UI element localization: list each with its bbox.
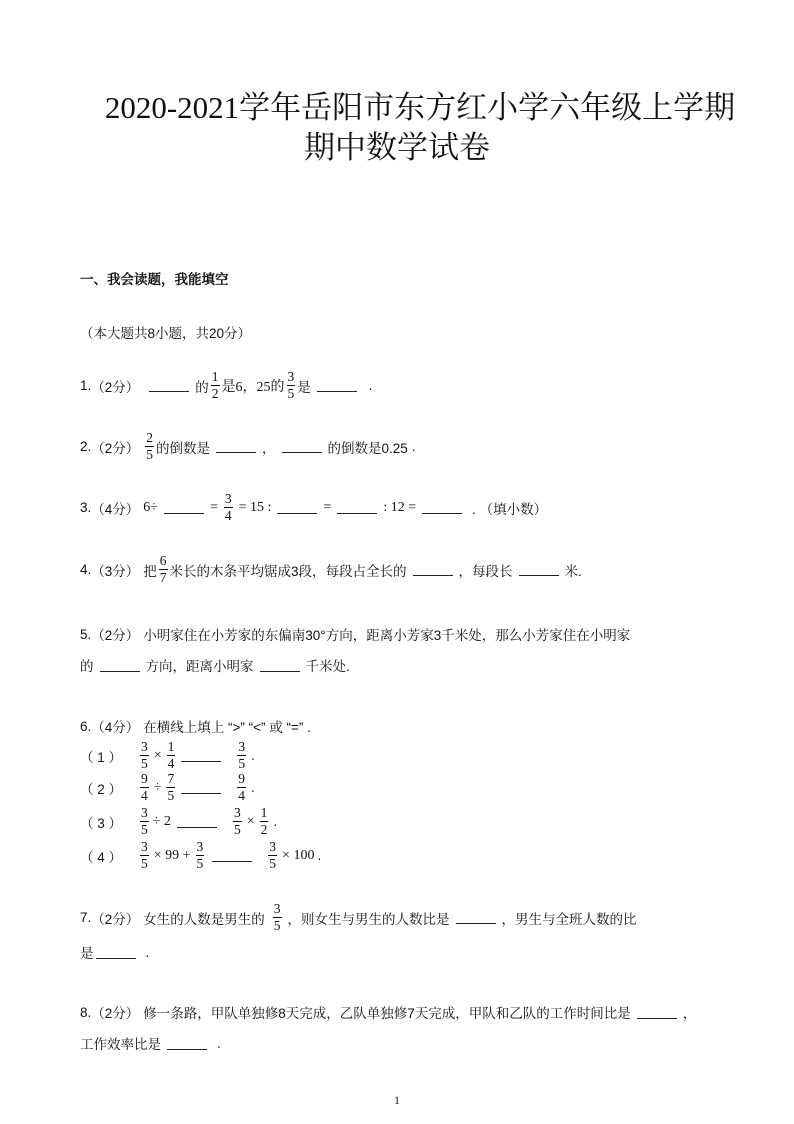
q1-f2-denominator: 5 (287, 386, 295, 401)
q6-item-2-fraction-a (140, 772, 149, 803)
page-number: 1 (394, 1093, 400, 1107)
q1-blank-2[interactable] (317, 379, 357, 392)
question-8 (80, 1002, 696, 1022)
q3-score: （4分） (91, 501, 140, 517)
q6-item-3-label: （ 3 ） (80, 815, 123, 831)
q6-item-1-fraction-c (237, 740, 246, 771)
q6-item-1 (80, 740, 255, 771)
q1-text-2: 是6，25的 (221, 379, 285, 395)
q7-text-4: 是 (80, 946, 94, 961)
q6-item-4-fraction-b (196, 840, 205, 871)
q6-stem: 在横线上填上 “>” “<” 或 “=” . (143, 720, 311, 735)
q4-fraction-1 (159, 554, 168, 585)
q4-text-3: ，每段长 (458, 563, 513, 579)
q6-item-4-fraction-c (268, 840, 277, 871)
q4-f1-denominator: 7 (159, 570, 167, 585)
q6-item-3-fraction-c (233, 806, 242, 837)
q5-end: 千米处. (305, 659, 350, 674)
numerator: 9 (238, 771, 245, 786)
denominator: 4 (141, 788, 148, 803)
q5-text-2: 方向，距离小明家 (145, 659, 254, 674)
q6-item-3 (80, 806, 277, 837)
q1-blank-1[interactable] (149, 379, 189, 392)
q3-text-3: : 12 = (383, 499, 417, 515)
section-heading: 一、我会读题，我能填空 (80, 272, 229, 287)
q6-item-4-label: （ 4 ） (80, 849, 123, 865)
q3-blank-1[interactable] (164, 501, 204, 514)
q7-f1-denominator: 5 (273, 918, 281, 933)
q3-fraction-1 (224, 492, 233, 523)
q6-item-2-fraction-c (237, 772, 246, 803)
q1-score: （2分） (91, 379, 140, 395)
denominator: 2 (260, 822, 268, 837)
numerator: 1 (260, 805, 268, 820)
q6-item-4-fraction-a (140, 840, 149, 871)
q3-end: . （填小数） (472, 501, 548, 517)
q3-text-1: 6÷ (143, 499, 158, 515)
q1-f1-denominator: 2 (211, 386, 219, 401)
q7-number: 7. (80, 910, 92, 925)
q4-end: 米. (564, 563, 582, 579)
q6-item-1-operator: × (153, 747, 162, 763)
q7-blank-2[interactable] (96, 946, 136, 959)
question-5-continued (80, 655, 350, 675)
numerator: 3 (141, 739, 148, 754)
section-note: （本大题共8小题，共20分） (80, 326, 252, 341)
q6-item-4-middle: × 99 + (153, 847, 191, 863)
question-7-continued (80, 942, 149, 962)
q2-score: （2分） (91, 440, 140, 456)
q6-item-1-fraction-a (140, 740, 149, 771)
q8-text-3: 工作效率比是 (80, 1037, 161, 1052)
numerator: 3 (141, 805, 148, 820)
q7-text-2: ，则女生与男生的人数比是 (287, 911, 450, 927)
q6-item-1-label: （ 1 ） (80, 749, 123, 765)
q3-blank-3[interactable] (337, 501, 377, 514)
q5-line-1: 小明家住在小芳家的东偏南30°方向，距离小芳家3千米处，那么小芳家住在小明家 (143, 628, 631, 643)
q7-fraction-1 (273, 902, 282, 933)
q6-item-2-blank[interactable] (181, 781, 221, 794)
q3-number: 3. (80, 500, 92, 515)
q4-text-1: 把 (143, 563, 157, 579)
q2-end: . (411, 439, 416, 454)
q8-number: 8. (80, 1004, 92, 1020)
q6-item-4-tail: × 100 (282, 847, 315, 863)
denominator: 5 (167, 788, 175, 803)
q8-score: （2分） (91, 1006, 140, 1021)
q5-score: （2分） (91, 628, 140, 643)
q6-item-2-label: （ 2 ） (80, 781, 123, 797)
q6-item-2-fraction-b (166, 772, 175, 803)
numerator: 9 (141, 771, 148, 786)
q2-number: 2. (80, 439, 92, 454)
q1-fraction-1 (211, 370, 220, 401)
q2-text-1: 的倒数是 (156, 440, 211, 456)
denominator: 4 (167, 756, 175, 771)
q3-blank-2[interactable] (277, 501, 317, 514)
q6-item-1-fraction-b (167, 740, 176, 771)
denominator: 5 (238, 756, 246, 771)
question-5 (80, 624, 630, 644)
numerator: 1 (167, 739, 175, 754)
q7-blank-1[interactable] (456, 911, 496, 924)
q8-text-2: ， (682, 1006, 697, 1021)
q2-blank-1[interactable] (216, 440, 256, 453)
q4-blank-1[interactable] (413, 563, 453, 576)
numerator: 3 (238, 739, 246, 754)
question-2 (80, 431, 416, 462)
q8-text-1: 修一条路，甲队单独修8天完成，乙队单独修7天完成，甲队和乙队的工作时间比是 (143, 1006, 631, 1021)
denominator: 5 (141, 856, 148, 871)
q6-score: （4分） (91, 720, 140, 735)
q1-number: 1. (80, 378, 92, 393)
q8-blank-1[interactable] (637, 1006, 677, 1019)
denominator: 5 (196, 856, 204, 871)
q7-end: . (145, 944, 150, 960)
q6-item-3-operator: × (246, 813, 255, 829)
q1-f2-numerator: 3 (287, 369, 295, 384)
denominator: 5 (269, 856, 277, 871)
q4-f1-numerator: 6 (159, 553, 167, 568)
q3-blank-4[interactable] (422, 501, 462, 514)
q3-equals-2: = (323, 499, 332, 515)
q6-item-3-end: . (273, 814, 278, 829)
numerator: 3 (141, 839, 148, 854)
q4-text-2: 米长的木条平均锯成3段，每段占全长的 (169, 563, 407, 579)
q2-text-3: 的倒数是0.25 (327, 440, 408, 456)
numerator: 3 (233, 805, 241, 820)
q3-f1-denominator: 4 (224, 508, 232, 523)
q6-item-4-end: . (317, 848, 322, 863)
q6-item-1-blank[interactable] (181, 749, 221, 762)
q6-item-3-lhs-tail: ÷ 2 (152, 813, 171, 829)
numerator: 3 (269, 839, 277, 854)
q5-blank-2[interactable] (260, 659, 300, 672)
q2-f1-numerator: 2 (146, 430, 154, 445)
question-7 (80, 902, 637, 933)
q7-text-1: 女生的人数是男生的 (143, 911, 265, 927)
q6-item-1-end: . (251, 748, 255, 763)
question-6 (80, 716, 311, 736)
q4-blank-2[interactable] (519, 563, 559, 576)
q6-item-2 (80, 772, 255, 803)
q1-end: . (368, 378, 373, 393)
q7-text-3: ，男生与全班人数的比 (501, 911, 637, 927)
q4-number: 4. (80, 562, 92, 577)
q1-text-3: 是 (297, 379, 311, 395)
q6-number: 6. (80, 718, 92, 734)
q5-blank-1[interactable] (100, 659, 140, 672)
q1-text-1: 的 (195, 379, 209, 395)
q6-item-3-blank[interactable] (177, 815, 217, 828)
q6-item-2-operator: ÷ (153, 779, 162, 795)
q6-item-3-fraction-d (260, 806, 269, 837)
q6-item-4-blank[interactable] (212, 849, 252, 862)
numerator: 7 (167, 771, 175, 786)
q6-item-2-end: . (250, 780, 255, 795)
q8-end: . (217, 1035, 221, 1051)
document-title-line1: 2020-2021学年岳阳市东方红小学六年级上学期 (104, 90, 736, 125)
q2-text-2: ， (262, 440, 276, 456)
q1-f1-numerator: 1 (211, 369, 219, 384)
q3-f1-numerator: 3 (224, 491, 232, 506)
numerator: 3 (196, 839, 204, 854)
denominator: 4 (238, 788, 245, 803)
denominator: 5 (233, 822, 241, 837)
q6-item-3-fraction-a (140, 806, 149, 837)
q5-number: 5. (80, 626, 92, 642)
q6-item-4 (80, 840, 321, 871)
q7-f1-numerator: 3 (273, 901, 281, 916)
q2-fraction-1 (145, 431, 154, 462)
document-title-line2: 期中数学试卷 (304, 130, 490, 165)
q1-fraction-2 (287, 370, 296, 401)
q2-blank-2[interactable] (282, 440, 322, 453)
denominator: 5 (141, 756, 148, 771)
question-3 (80, 492, 547, 523)
question-4 (80, 554, 582, 585)
q5-text-1: 的 (80, 659, 94, 674)
q2-f1-denominator: 5 (146, 447, 154, 462)
question-8-continued (80, 1033, 221, 1053)
q4-score: （3分） (91, 563, 140, 579)
q3-equals-1: = (209, 499, 218, 515)
denominator: 5 (141, 822, 148, 837)
q7-score: （2分） (91, 911, 140, 927)
q8-blank-2[interactable] (167, 1037, 207, 1050)
q3-text-2: = 15 : (238, 499, 272, 515)
question-1 (80, 370, 373, 401)
